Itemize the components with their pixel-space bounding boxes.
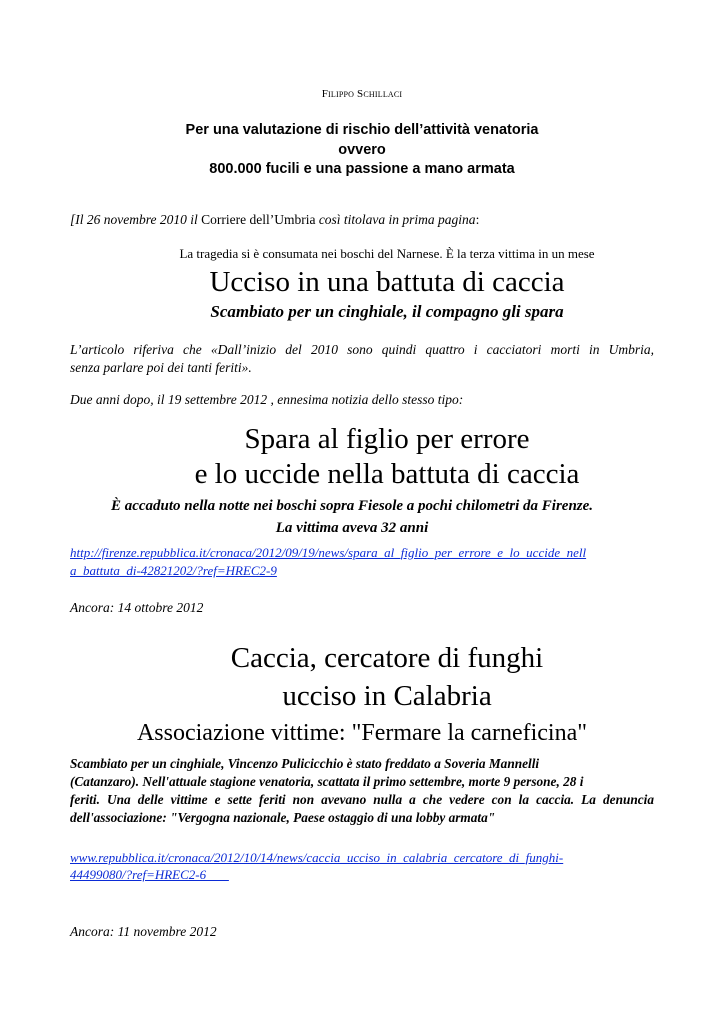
article1-subhead: Scambiato per un cinghiale, il compagno gli spara xyxy=(210,302,564,321)
article2-headline-line-2: e lo uccide nella battuta di caccia xyxy=(194,458,580,490)
article2-subhead-line-1: È accaduto nella notte nei boschi sopra Fiesole a pochi chilometri da Firenze. xyxy=(110,498,594,514)
document-title-line-1: Per una valutazione di rischio dell’attività venatoria xyxy=(185,122,539,138)
paragraph1-line-2: senza parlare poi dei tanti feriti». xyxy=(70,360,252,375)
article3-body-line-1: Scambiato per un cinghiale, Vincenzo Pulicicchio è stato freddato a Soveria Mannelli xyxy=(70,756,540,771)
article3-body-line-3: feriti. Una delle vittime e sette feriti non avevano nulla a che vedere con la caccia. La denuncia xyxy=(70,792,654,807)
article2-subhead-line-2: La vittima aveva 32 anni xyxy=(275,520,429,536)
paragraph4: Ancora: 11 novembre 2012 xyxy=(70,924,217,939)
article2-headline-line-1: Spara al figlio per errore xyxy=(244,423,530,455)
paragraph1-line-1: L’articolo riferiva che «Dall’inizio del 2010 sono quindi quattro i cacciatori morti in Umbria, xyxy=(70,342,654,357)
article3-headline-line-2: ucciso in Calabria xyxy=(282,680,492,712)
intro-paragraph xyxy=(70,212,479,228)
article2-link-line-1[interactable]: http://firenze.repubblica.it/cronaca/2012/09/19/news/spara_al_figlio_per_errore_e_lo_uccide_nell xyxy=(70,545,587,560)
article3-body-line-4: dell'associazione: "Vergogna nazionale, Paese ostaggio di una lobby armata" xyxy=(70,810,496,825)
article3-subhead: Associazione vittime: "Fermare la carneficina" xyxy=(136,720,588,746)
intro-part-4: : xyxy=(475,212,480,227)
article2-link-line-2[interactable]: a_battuta_di-42821202/?ref=HREC2-9 xyxy=(70,563,277,578)
article3-body-line-2: (Catanzaro). Nell'attuale stagione venatoria, scattata il primo settembre, morte 9 persone, 28 i xyxy=(70,774,584,789)
document-title-line-3: 800.000 fucili e una passione a mano armata xyxy=(209,161,515,177)
paragraph3: Ancora: 14 ottobre 2012 xyxy=(70,600,204,615)
article3-headline-line-1: Caccia, cercatore di funghi xyxy=(230,642,544,674)
intro-part-3: così titolava in prima pagina xyxy=(318,212,476,227)
article1-kicker: La tragedia si è consumata nei boschi del Narnese. È la terza vittima in un mese xyxy=(179,246,595,261)
paragraph2: Due anni dopo, il 19 settembre 2012 , ennesima notizia dello stesso tipo: xyxy=(70,392,464,407)
intro-newspaper-name: Corriere dell’Umbria xyxy=(201,212,316,227)
article3-link-line-1[interactable]: www.repubblica.it/cronaca/2012/10/14/news/caccia_ucciso_in_calabria_cercatore_di_funghi- xyxy=(70,850,564,865)
intro-part-1: [Il 26 novembre 2010 il xyxy=(70,212,198,227)
document-title-line-2: ovvero xyxy=(338,142,386,158)
author-name: Filippo Schillaci xyxy=(321,88,403,100)
article1-headline: Ucciso in una battuta di caccia xyxy=(209,266,565,298)
article3-link-line-2[interactable]: 44499080/?ref=HREC2-6 xyxy=(70,867,229,882)
